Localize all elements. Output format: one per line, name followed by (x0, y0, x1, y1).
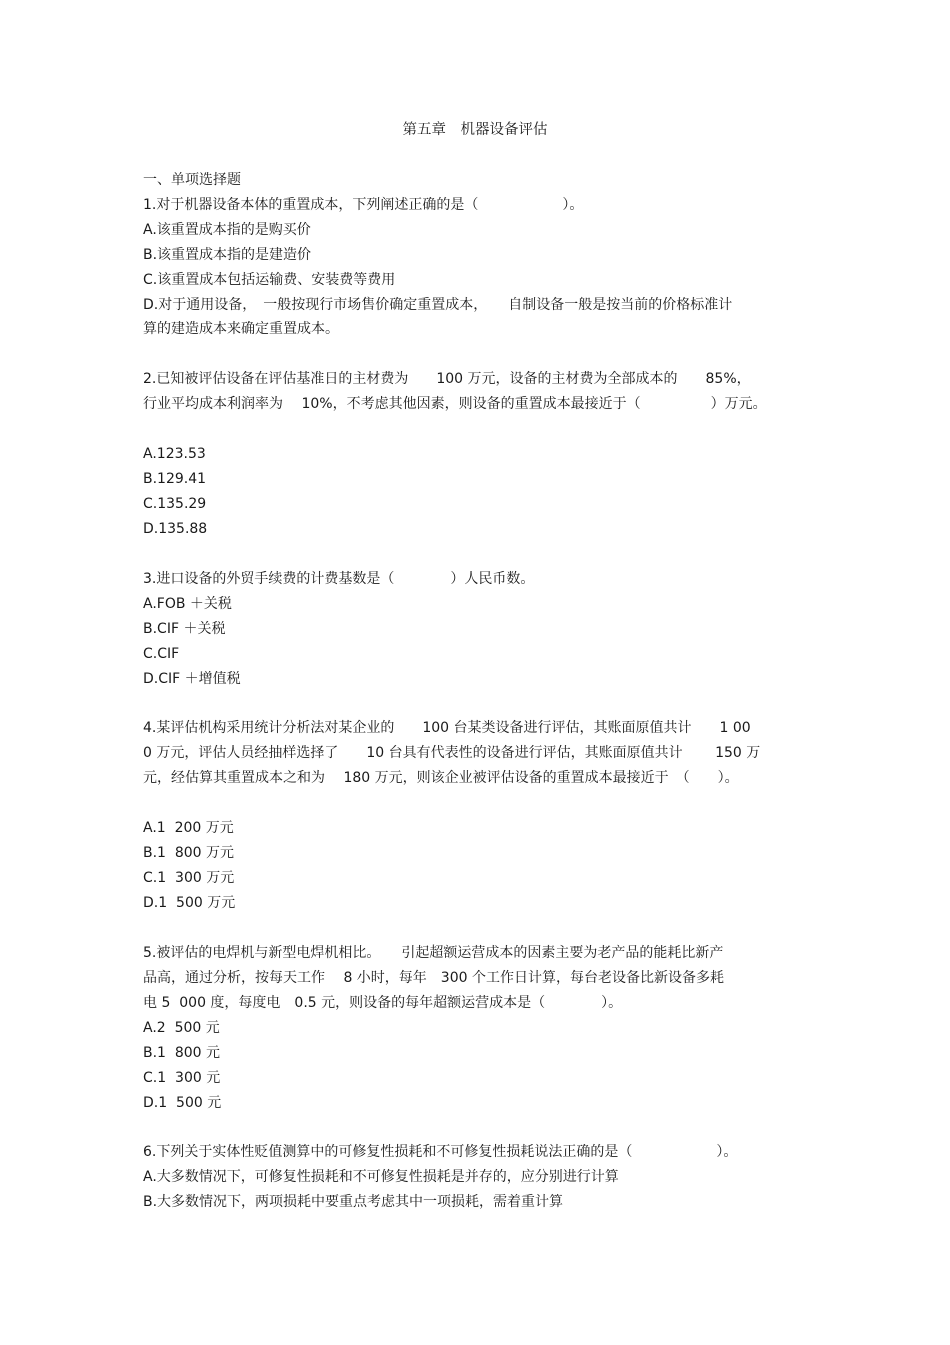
text-line: B.129.41 (143, 471, 207, 487)
text-line: D.1 500 元 (143, 1095, 222, 1111)
text-line: 行业平均成本利润率为 10%，不考虑其他因素，则设备的重置成本最接近于（ ）万元。 (143, 396, 767, 412)
text-line: C.135.29 (143, 496, 207, 512)
text-line: A.该重置成本指的是购买价 (143, 222, 311, 238)
text-line: B.CIF ＋关税 (143, 621, 226, 637)
text-line: 3.进口设备的外贸手续费的计费基数是（ ）人民币数。 (143, 571, 535, 587)
text-line: D.对于通用设备， 一般按现行市场售价确定重置成本， 自制设备一般是按当前的价格标准计 (143, 297, 733, 313)
text-line: B.1 800 元 (143, 1045, 221, 1061)
text-line: A.大多数情况下，可修复性损耗和不可修复性损耗是并存的，应分别进行计算 (143, 1169, 619, 1185)
text-line: 算的建造成本来确定重置成本。 (143, 321, 339, 337)
text-line: D.135.88 (143, 521, 208, 537)
text-line: 电 5 000 度，每度电 0.5 元，则设备的每年超额运营成本是（ ）。 (143, 995, 623, 1011)
chapter-title: 第五章 机器设备评估 (402, 122, 548, 138)
text-line: A.123.53 (143, 446, 206, 462)
text-line: A.FOB ＋关税 (143, 596, 232, 612)
text-line: C.该重置成本包括运输费、安装费等费用 (143, 272, 396, 288)
text-line: A.1 200 万元 (143, 820, 234, 836)
text-line: B.大多数情况下，两项损耗中要重点考虑其中一项损耗，需着重计算 (143, 1194, 564, 1210)
text-line: 品高，通过分析，按每天工作 8 小时，每年 300 个工作日计算，每台老设备比新设备多耗 (143, 970, 724, 986)
text-line: C.1 300 万元 (143, 870, 235, 886)
text-line: 6.下列关于实体性贬值测算中的可修复性损耗和不可修复性损耗说法正确的是（ ）。 (143, 1144, 738, 1160)
text-line: 1.对于机器设备本体的重置成本，下列阐述正确的是（ ）。 (143, 197, 584, 213)
text-line: D.CIF ＋增值税 (143, 671, 241, 687)
text-line: C.CIF (143, 646, 180, 662)
text-line: B.该重置成本指的是建造价 (143, 247, 312, 263)
text-line: 0 万元，评估人员经抽样选择了 10 台具有代表性的设备进行评估，其账面原值共计 150 万 (143, 745, 761, 761)
text-line: 元，经估算其重置成本之和为 180 万元，则该企业被评估设备的重置成本最接近于 （ ）。 (143, 770, 739, 786)
text-line: B.1 800 万元 (143, 845, 235, 861)
text-line: C.1 300 元 (143, 1070, 221, 1086)
text-line: D.1 500 万元 (143, 895, 236, 911)
text-line: 4.某评估机构采用统计分析法对某企业的 100 台某类设备进行评估，其账面原值共计 1 00 (143, 720, 751, 736)
text-line: A.2 500 元 (143, 1020, 220, 1036)
text-line: 2.已知被评估设备在评估基准日的主材费为 100 万元，设备的主材费为全部成本的 85%， (143, 371, 751, 387)
section-heading: 一、单项选择题 (143, 172, 241, 188)
text-line: 5.被评估的电焊机与新型电焊机相比。 引起超额运营成本的因素主要为老产品的能耗比新产 (143, 945, 724, 961)
